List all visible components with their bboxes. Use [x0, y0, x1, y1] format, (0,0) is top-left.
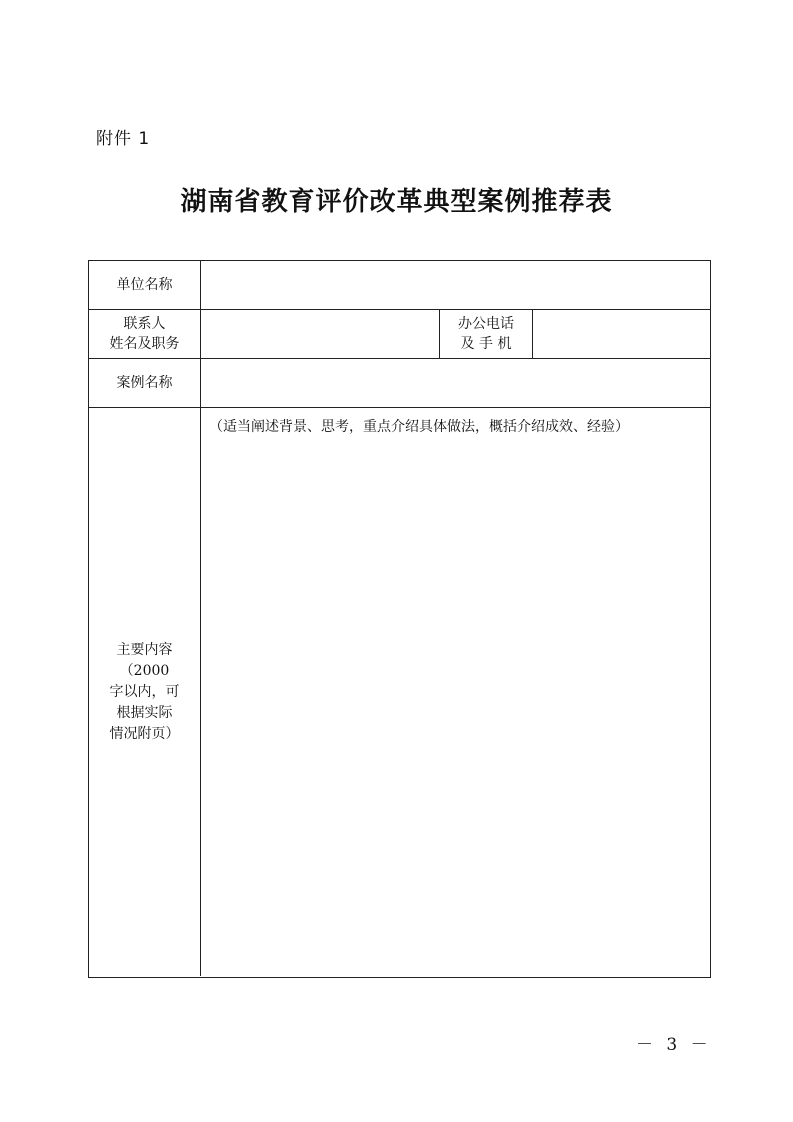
page-number: － 3 － [636, 1035, 712, 1055]
unit-name-row [89, 261, 710, 310]
phone-field[interactable] [533, 310, 710, 358]
document-title: 湖南省教育评价改革典型案例推荐表 [180, 187, 613, 217]
contact-label-line2: 姓名及职务 [109, 336, 180, 352]
unit-name-field[interactable] [201, 261, 710, 309]
case-name-row [89, 359, 710, 408]
attachment-label: 附件 1 [96, 129, 151, 149]
main-content-row [89, 408, 710, 976]
content-label-line: 字以内，可 [109, 683, 180, 700]
phone-label [439, 310, 533, 358]
content-label-line: （2000 [119, 662, 170, 679]
unit-name-label: 单位名称 [89, 261, 201, 309]
case-name-field[interactable] [201, 359, 710, 407]
phone-label-line1: 办公电话 [458, 316, 514, 332]
phone-label-line2: 及 手 机 [460, 336, 512, 352]
contact-label [89, 310, 201, 358]
content-label-line: 根据实际 [116, 704, 173, 721]
case-name-label: 案例名称 [89, 359, 201, 407]
content-hint: （适当阐述背景、思考，重点介绍具体做法，概括介绍成效、经验） [209, 419, 629, 435]
main-content-label [89, 408, 201, 976]
main-content-field[interactable] [201, 408, 710, 976]
contact-row [89, 310, 710, 359]
content-label-line: 情况附页） [109, 725, 180, 742]
recommendation-form-table [88, 260, 711, 978]
content-label-line: 主要内容 [116, 641, 173, 658]
contact-label-line1: 联系人 [123, 316, 166, 332]
contact-name-field[interactable] [201, 310, 439, 358]
